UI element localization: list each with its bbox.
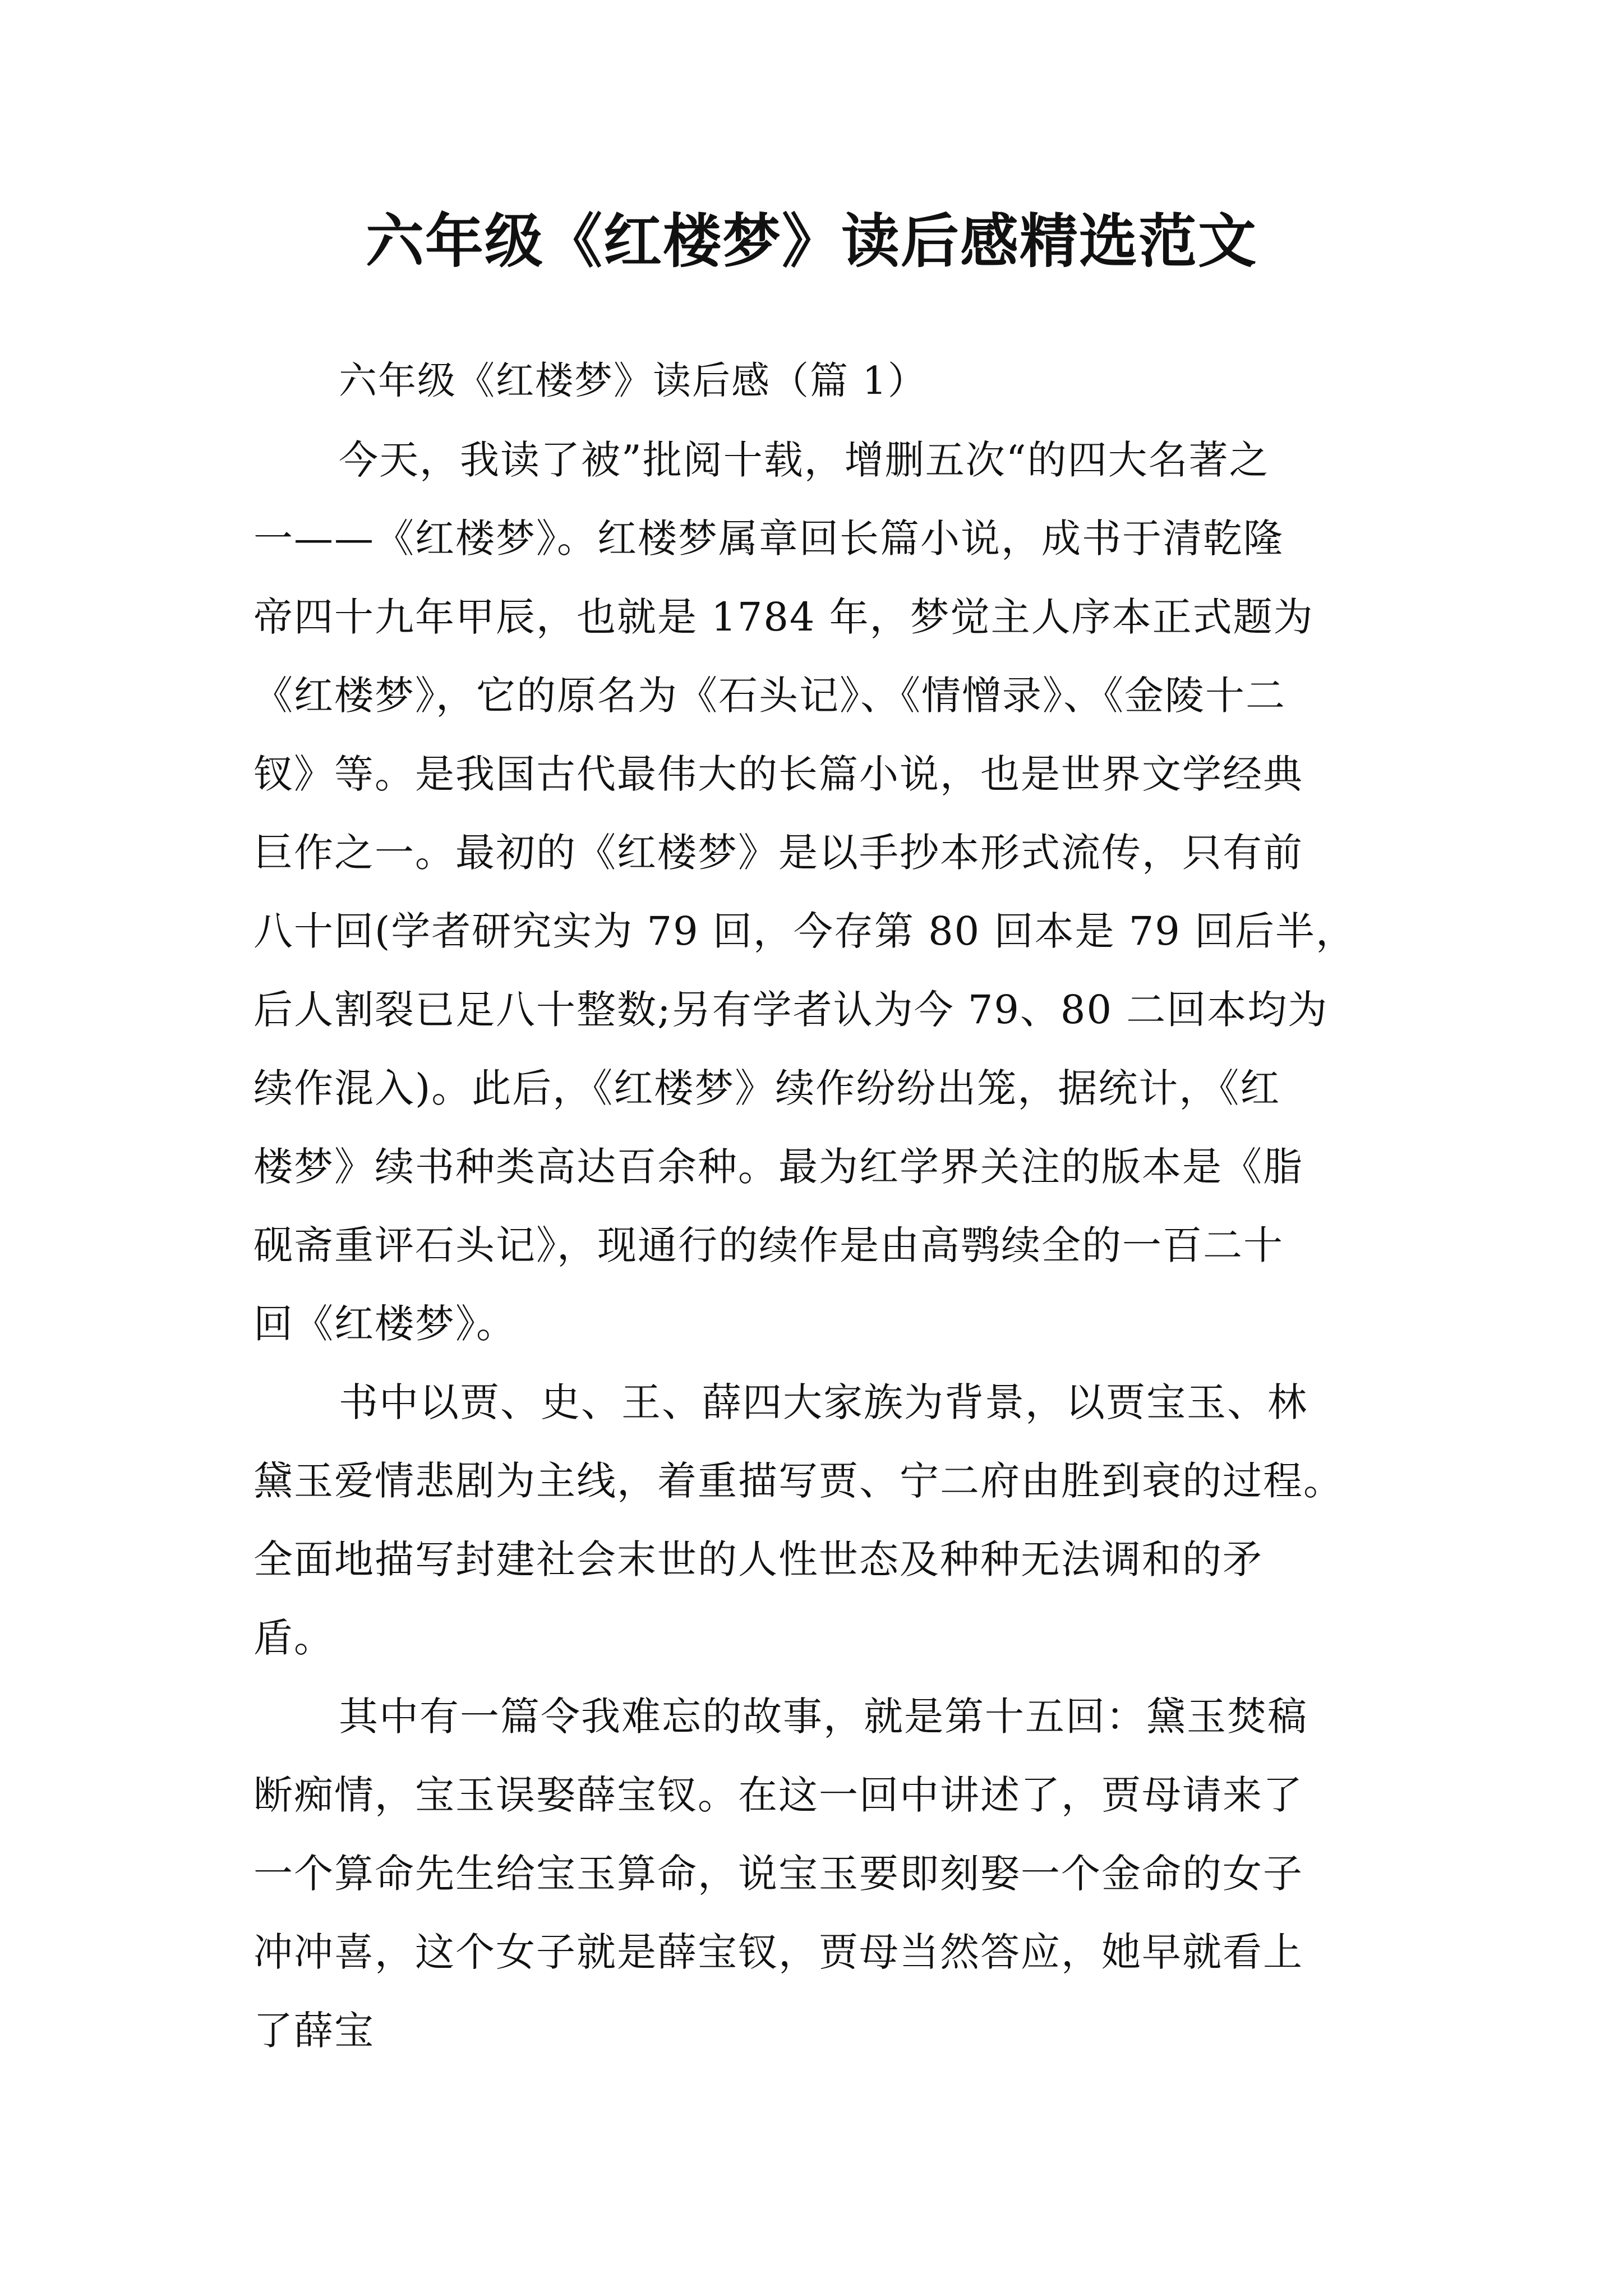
document-title: 六年级《红楼梦》读后感精选范文 bbox=[365, 207, 1257, 275]
paragraph-line: 书中以贾、史、王、薛四大家族为背景，以贾宝玉、林 bbox=[339, 1379, 1308, 1425]
paragraph-line: 冲冲喜，这个女子就是薛宝钗，贾母当然答应，她早就看上 bbox=[253, 1929, 1303, 1975]
paragraph-line: 钗》等。是我国古代最伟大的长篇小说，也是世界文学经典 bbox=[253, 751, 1303, 797]
paragraph-line: 盾。 bbox=[253, 1615, 334, 1661]
paragraph-line: 一个算命先生给宝玉算命，说宝玉要即刻娶一个金命的女子 bbox=[253, 1851, 1303, 1897]
paragraph-line: 楼梦》续书种类高达百余种。最为红学界关注的版本是《脂 bbox=[253, 1144, 1303, 1190]
paragraph-line: 后人割裂已足八十整数;另有学者认为今 79、80 二回本均为 bbox=[253, 987, 1329, 1033]
document-body bbox=[253, 342, 1370, 2070]
paragraph-line: 帝四十九年甲辰，也就是 1784 年，梦觉主人序本正式题为 bbox=[253, 594, 1314, 640]
paragraph-line: 巨作之一。最初的《红楼梦》是以手抄本形式流传，只有前 bbox=[253, 830, 1303, 876]
paragraph-line: 八十回(学者研究实为 79 回，今存第 80 回本是 79 回后半， bbox=[253, 908, 1357, 954]
paragraph-line: 砚斋重评石头记》，现通行的续作是由高鹗续全的一百二十 bbox=[253, 1222, 1284, 1268]
paragraph-line: 黛玉爱情悲剧为主线，着重描写贾、宁二府由胜到衰的过程。 bbox=[253, 1458, 1344, 1504]
paragraph-line: 断痴情，宝玉误娶薛宝钗。在这一回中讲述了，贾母请来了 bbox=[253, 1772, 1303, 1818]
paragraph-line: 一——《红楼梦》。红楼梦属章回长篇小说，成书于清乾隆 bbox=[253, 516, 1284, 562]
section-heading: 六年级《红楼梦》读后感（篇 1） bbox=[339, 359, 927, 403]
paragraph-line: 续作混入)。此后，《红楼梦》续作纷纷出笼，据统计，《红 bbox=[253, 1065, 1281, 1111]
paragraph-line: 《红楼梦》，它的原名为《石头记》、《情憎录》、《金陵十二 bbox=[253, 673, 1286, 719]
paragraph-line: 其中有一篇令我难忘的故事，就是第十五回：黛玉焚稿 bbox=[339, 1694, 1308, 1740]
paragraph-line: 今天，我读了被”批阅十载，增删五次“的四大名著之 bbox=[339, 437, 1270, 483]
paragraph-line: 回《红楼梦》。 bbox=[253, 1301, 517, 1347]
paragraph-line: 了薛宝 bbox=[253, 2008, 375, 2054]
paragraph-line: 全面地描写封建社会末世的人性世态及种种无法调和的矛 bbox=[253, 1536, 1263, 1582]
